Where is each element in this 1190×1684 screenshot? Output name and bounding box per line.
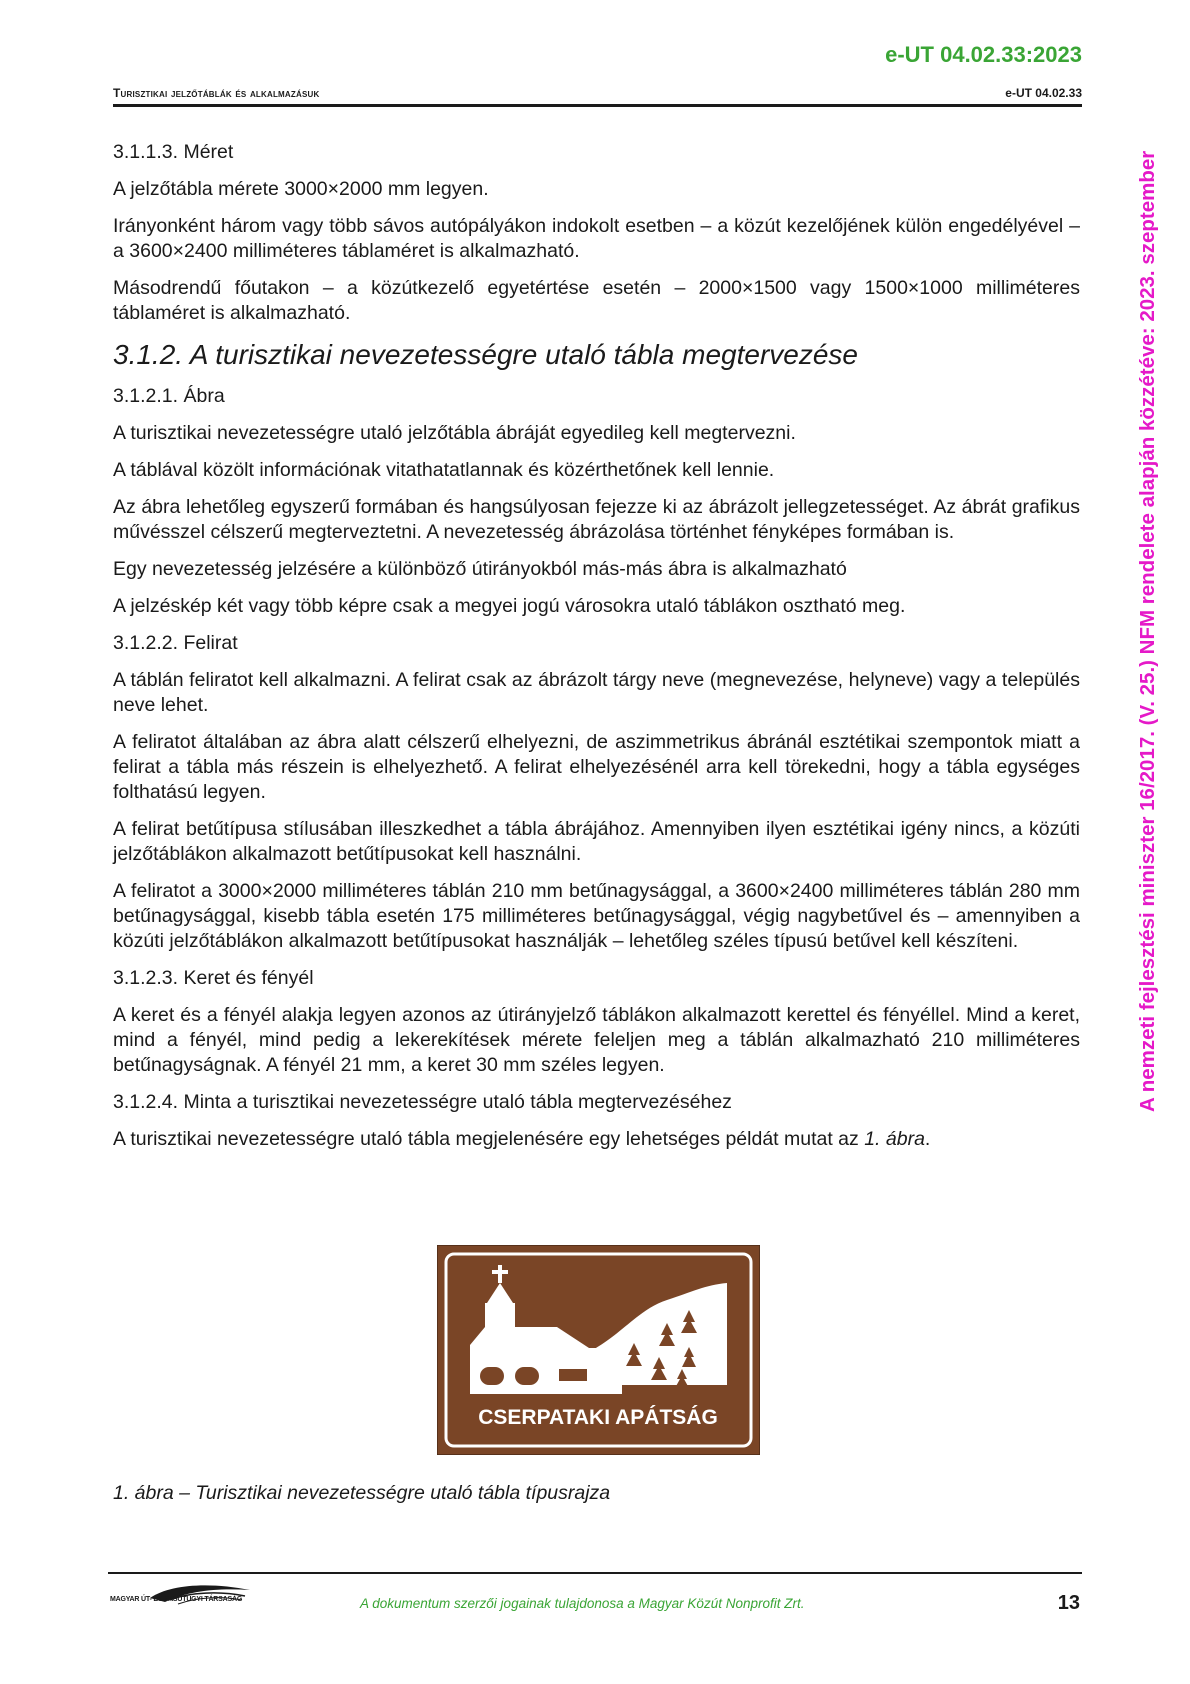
- figure-caption: 1. ábra – Turisztikai nevezetességre utaló tábla típusrajza: [113, 1482, 611, 1504]
- section-heading-312: 3.1.2. A turisztikai nevezetességre utaló tábla megtervezése: [113, 339, 858, 370]
- figure-reference: 1. ábra: [864, 1128, 925, 1150]
- section-heading-3113: 3.1.1.3. Méret: [113, 141, 234, 163]
- side-publication-note: A nemzeti fejlesztési miniszter 16/2017. (V. 25.) NFM rendelete alapján közzétéve: 2023. szeptember: [1136, 150, 1159, 1112]
- section-heading-3122: 3.1.2.2. Felirat: [113, 632, 238, 654]
- paragraph: A táblán feliratot kell alkalmazni. A felirat csak az ábrázolt tárgy neve (megnevezése, helyneve) vagy a település neve lehet.: [113, 669, 1080, 716]
- document-code: e-UT 04.02.33:2023: [885, 42, 1082, 67]
- paragraph: A keret és a fényél alakja legyen azonos az útirányjelző táblákon alkalmazott kerettel és fényéllel. Mind a keret, mind a fényél, mind pedig a lekerekítések mérete feleljen meg a táblán alkalmazható 210 milliméteres betűnagyságnak. A fényél 21 mm, a keret 30 mm széles legyen.: [113, 1004, 1080, 1076]
- sign-text: CSERPATAKI APÁTSÁG: [478, 1406, 718, 1429]
- paragraph: Másodrendű főutakon – a közútkezelő egyetértése esetén – 2000×1500 vagy 1500×1000 milliméteres táblaméret is alkalmazható.: [113, 277, 1080, 324]
- paragraph: A jelzőtábla mérete 3000×2000 mm legyen.: [113, 178, 489, 200]
- tourist-sign-figure: [437, 1245, 760, 1455]
- paragraph: A felirat betűtípusa stílusában illeszkedhet a tábla ábrájához. Amennyiben ilyen esztétikai igény nincs, a közúti jelzőtáblákon alkalmazott betűtípusokat kell használni.: [113, 818, 1080, 865]
- section-heading-3123: 3.1.2.3. Keret és fényél: [113, 967, 314, 989]
- paragraph: A jelzéskép két vagy több képre csak a megyei jogú városokra utaló táblákon osztható meg.: [113, 595, 906, 617]
- logo-text: MAGYAR ÚT- ÉS VASÚTÜGYI TÁRSASÁG: [110, 1596, 243, 1603]
- paragraph: A turisztikai nevezetességre utaló jelzőtábla ábráját egyedileg kell megtervezni.: [113, 422, 796, 444]
- paragraph: Az ábra lehetőleg egyszerű formában és hangsúlyosan fejezze ki az ábrázolt jellegzetességet. Az ábrát grafikus művésszel célszerű megterveztetni. A nevezetesség ábrázolása történhet fényképes formában is.: [113, 496, 1080, 543]
- paragraph: [113, 1127, 1080, 1152]
- section-heading-3124: 3.1.2.4. Minta a turisztikai nevezetességre utaló tábla megtervezéséhez: [113, 1091, 732, 1113]
- section-heading-3121: 3.1.2.1. Ábra: [113, 385, 225, 407]
- society-logo-icon: [110, 1578, 270, 1628]
- running-code: e-UT 04.02.33: [1005, 86, 1082, 100]
- paragraph: A feliratot általában az ábra alatt célszerű elhelyezni, de aszimmetrikus ábránál esztétikai szempontok miatt a felirat a tábla más részein is elhelyezhető. A felirat elhelyezésénél arra kell törekedni, hogy a tábla egységes folthatású legyen.: [113, 731, 1080, 803]
- paragraph-text: A turisztikai nevezetességre utaló tábla megjelenésére egy lehetséges példát mutat az: [113, 1128, 859, 1150]
- running-header: [113, 82, 1082, 107]
- paragraph: Irányonként három vagy több sávos autópályákon indokolt esetben – a közút kezelőjének külön engedélyével – a 3600×2400 milliméteres táblaméret is alkalmazható.: [113, 215, 1080, 262]
- paragraph: A feliratot a 3000×2000 milliméteres táblán 210 mm betűnagysággal, a 3600×2400 milliméteres táblán 280 mm betűnagysággal, kisebb tábla esetén 175 milliméteres betűnagysággal, végig nagybetűvel és – amennyiben a közúti jelzőtáblákon alkalmazott betűtípusokat használják – lehetőleg széles típusú betűvel kell készíteni.: [113, 880, 1080, 952]
- paragraph: A táblával közölt információnak vitathatatlannak és közérthetőnek kell lennie.: [113, 459, 775, 481]
- page-number: 13: [1057, 1592, 1080, 1614]
- paragraph: Egy nevezetesség jelzésére a különböző útirányokból más-más ábra is alkalmazható: [113, 558, 847, 580]
- running-title: Turisztikai jelzőtáblák és alkalmazásuk: [113, 86, 320, 100]
- paragraph-end: .: [924, 1128, 931, 1150]
- main-content: [113, 140, 1080, 1152]
- copyright-notice: A dokumentum szerzői jogainak tulajdonosa a Magyar Közút Nonprofit Zrt.: [360, 1596, 805, 1611]
- footer-divider: [108, 1572, 1082, 1574]
